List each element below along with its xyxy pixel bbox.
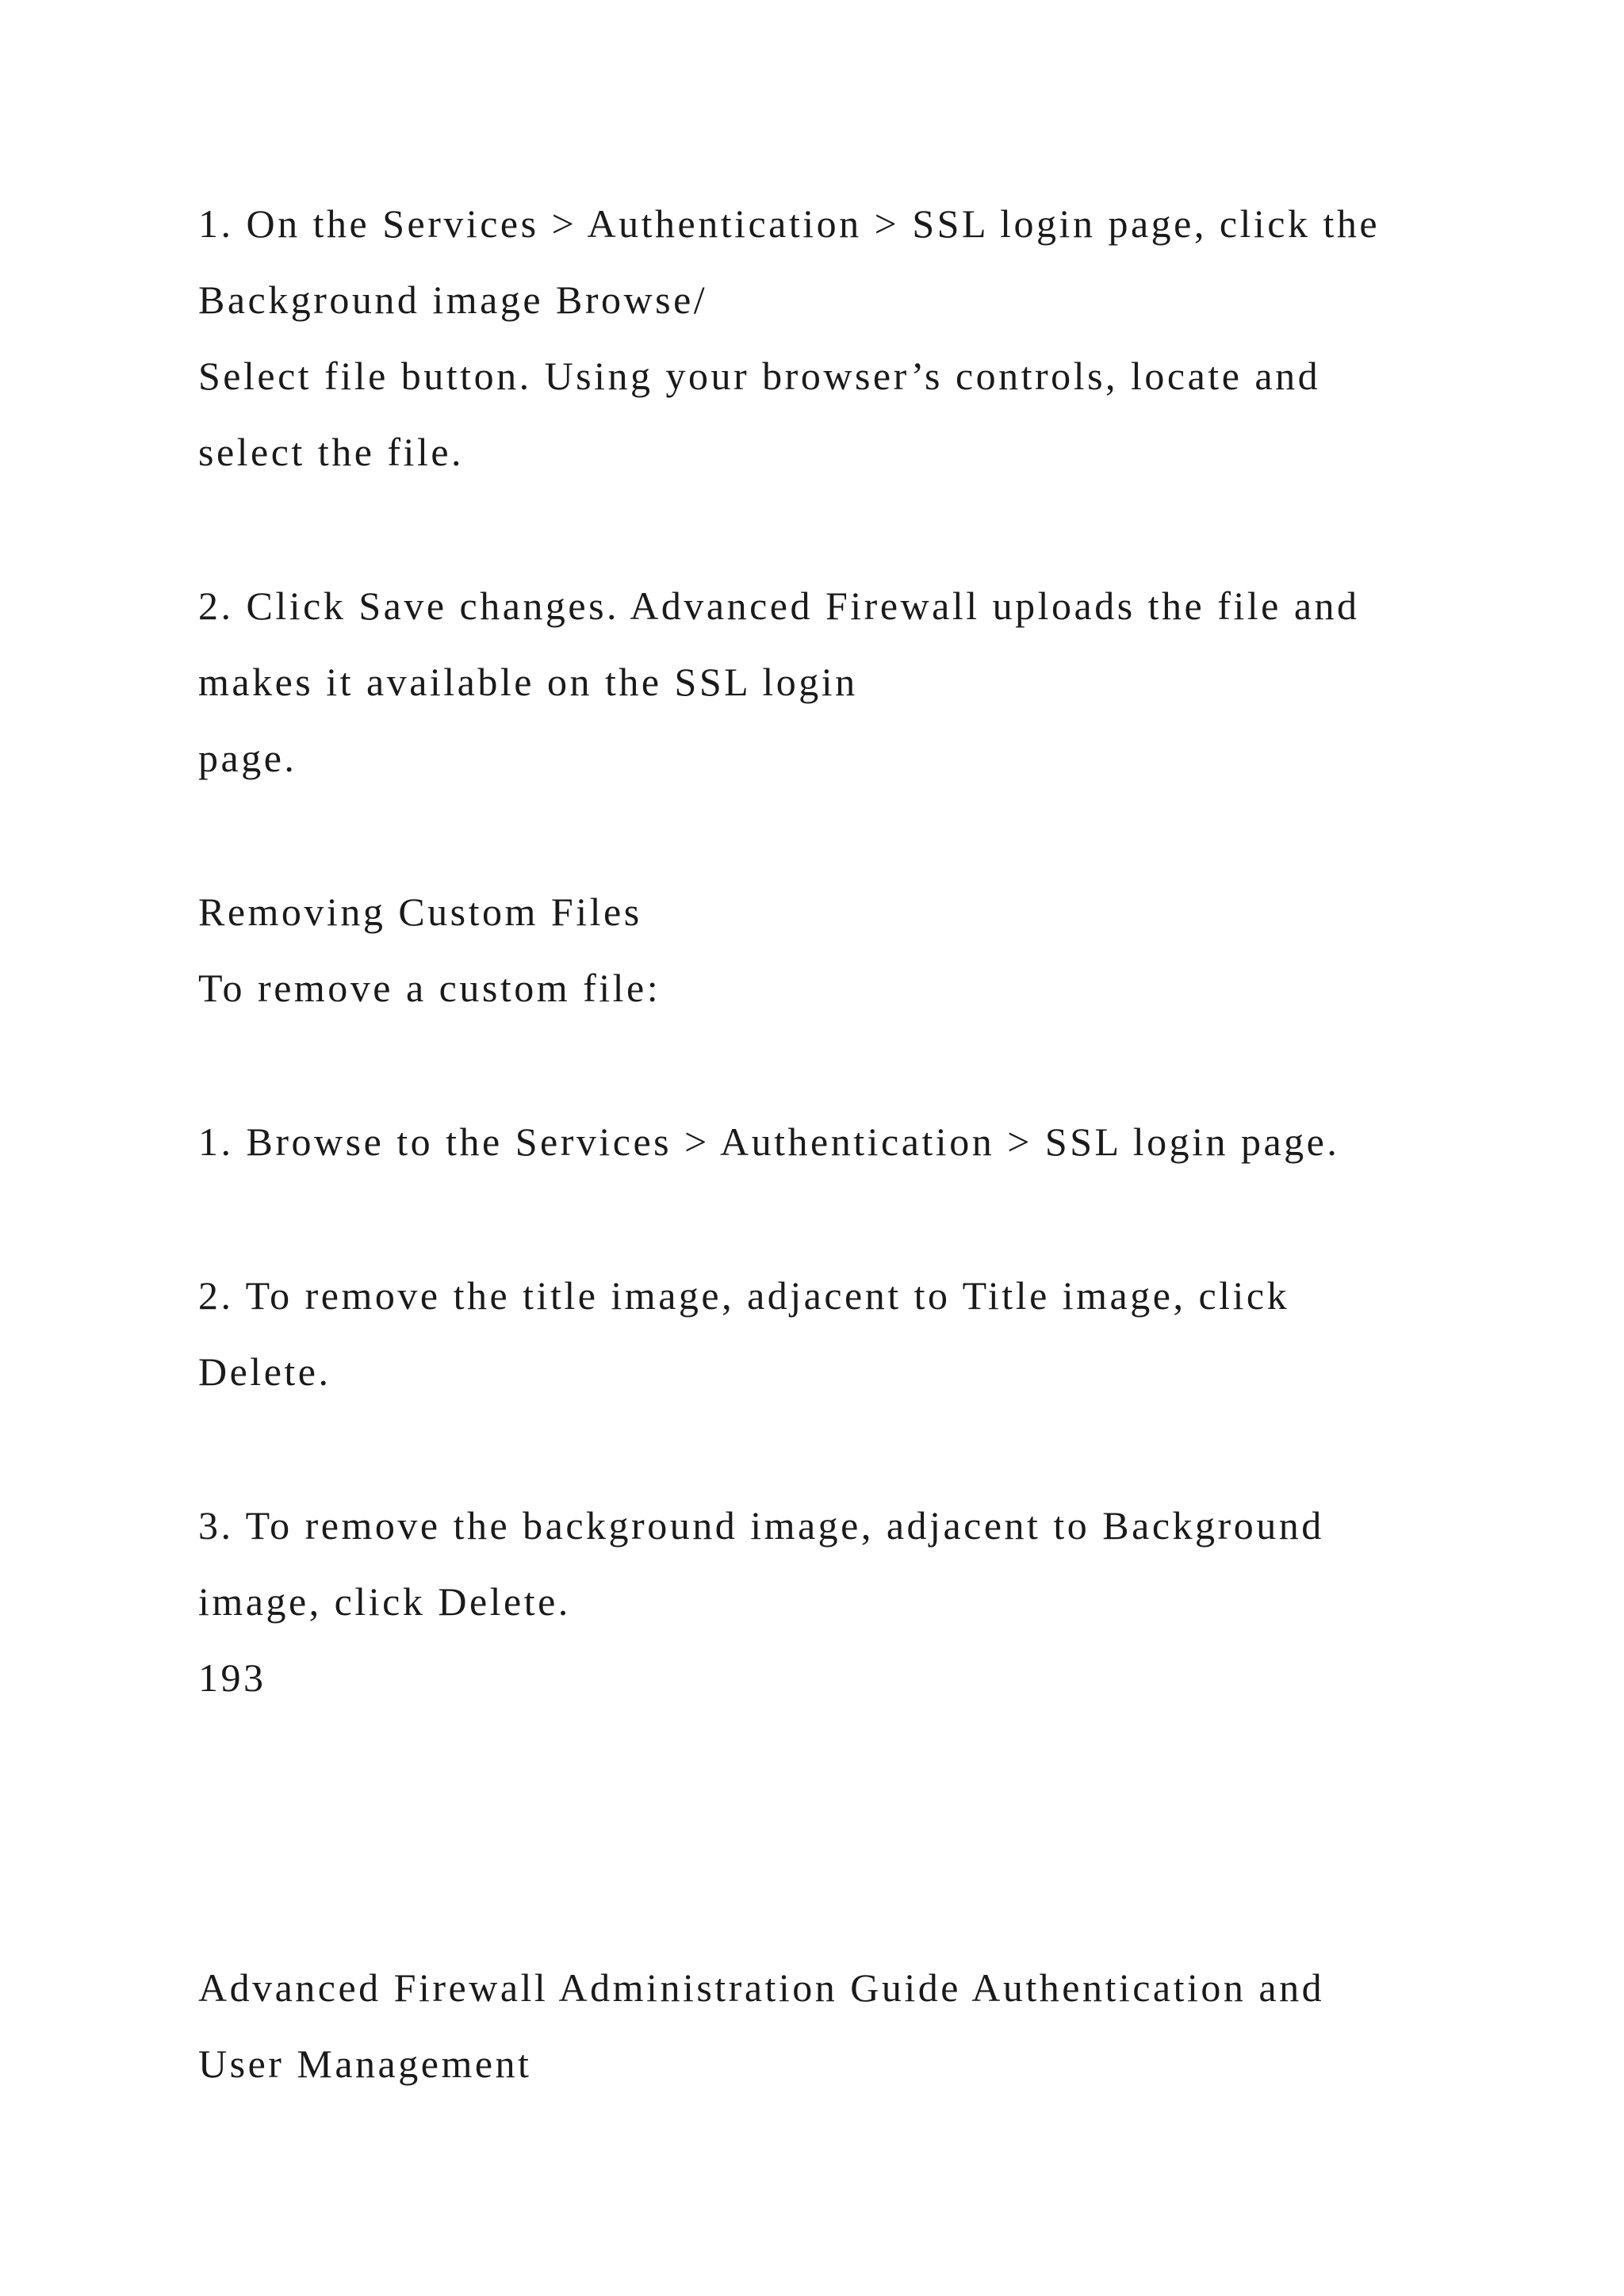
step1-text-line2: Background image Browse/	[198, 277, 708, 322]
step2-text-line1: 2. Click Save changes. Advanced Firewall uploads the file and	[198, 584, 1360, 628]
step1-text-line3: Select file button. Using your browser’s controls, locate and	[198, 354, 1321, 398]
remove-step1-text: 1. Browse to the Services > Authentication > SSL login page.	[198, 1119, 1340, 1164]
remove-step3-text-line1: 3. To remove the background image, adjacent to Background	[198, 1503, 1324, 1548]
section-heading: Removing Custom Files	[198, 890, 642, 934]
guide-title-line2: User Management	[198, 2042, 532, 2086]
remove-step3-text-line2: image, click Delete.	[198, 1579, 571, 1624]
step2-text-line2: makes it available on the SSL login	[198, 660, 858, 704]
remove-step2-text-line1: 2. To remove the title image, adjacent to Title image, click	[198, 1273, 1290, 1318]
section-intro: To remove a custom file:	[198, 966, 661, 1010]
step1-text-line1: 1. On the Services > Authentication > SSL login page, click the	[198, 201, 1381, 246]
step1-text-line4: select the file.	[198, 430, 465, 474]
step2-text-line3: page.	[198, 736, 297, 780]
remove-step2-text-line2: Delete.	[198, 1349, 331, 1394]
guide-title-line1: Advanced Firewall Administration Guide Authentication and	[198, 1965, 1325, 2010]
page-number: 193	[198, 1655, 266, 1700]
